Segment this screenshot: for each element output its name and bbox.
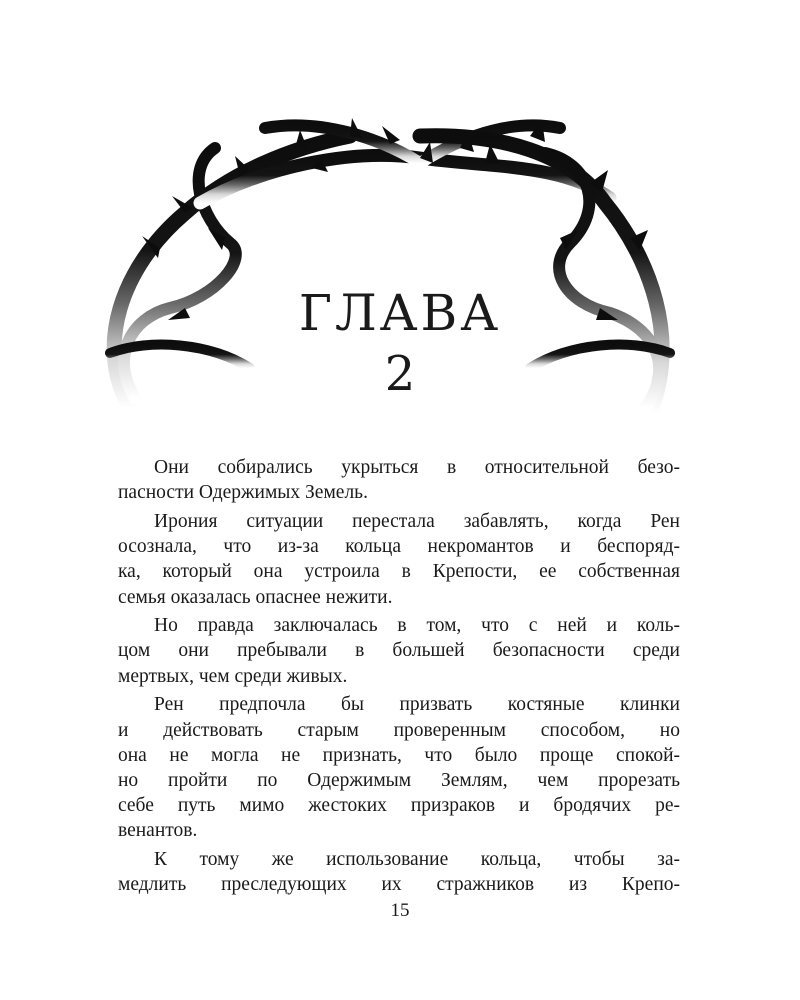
text-line: семья оказалась опаснее нежити. [118,586,393,608]
paragraph [82,847,680,897]
text-line: Ирония ситуации перестала забавлять, когда Рен [154,510,680,532]
text-line: она не могла не признать, что было проще спокой- [118,744,680,766]
text-line: Но правда заключалась в том, что с ней и коль- [154,615,680,637]
paragraph [82,692,680,843]
text-line: Они собирались укрыться в относительной безо- [154,457,680,478]
text-line: но пройти по Одержимым Землям, чем прорезать [118,769,680,791]
chapter-number: 2 [384,346,416,402]
text-line: осознала, что из-за кольца некромантов и беспоряд- [118,536,680,558]
text-line: себе путь мимо жестоких призраков и бродячих ре- [118,795,680,817]
paragraph [82,613,680,689]
text-line: ка, который она устроила в Крепости, ее собственная [118,561,680,583]
chapter-title: ГЛАВА [298,284,502,342]
text-line: К тому же использование кольца, чтобы за- [154,849,680,871]
text-line: и действовать старым проверенным способом, но [118,719,680,741]
text-line: мертвых, чем среди живых. [118,665,348,687]
paragraph [82,455,680,505]
text-line: цом они пребывали в большей безопасности среди [118,640,680,662]
text-line: пасности Одержимых Земель. [118,482,368,504]
paragraph [82,509,680,610]
chapter-body [82,455,680,901]
text-line: венантов. [118,820,198,842]
text-line: медлить преследующих их стражников из Крепо- [118,874,680,896]
text-line: Рен предпочла бы призвать костяные клинки [154,694,680,716]
page-number: 15 [390,900,410,921]
